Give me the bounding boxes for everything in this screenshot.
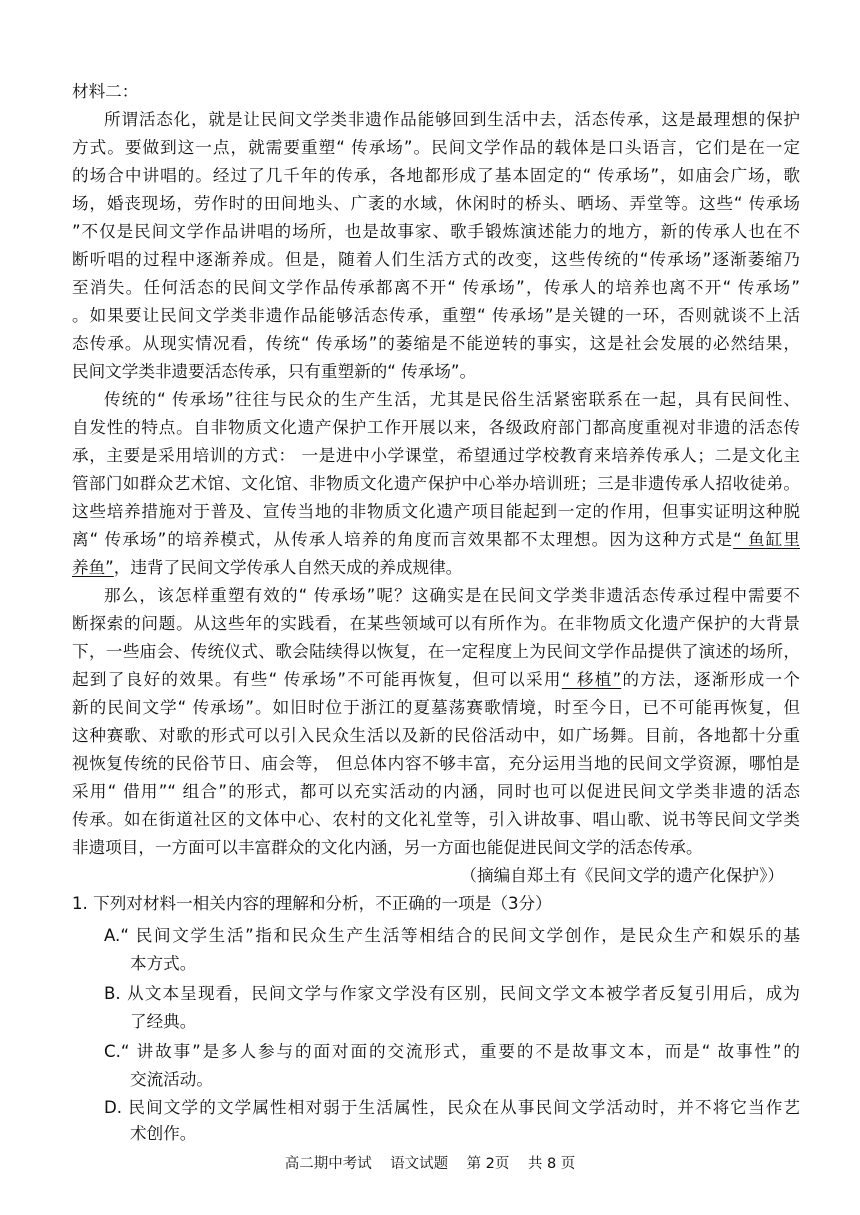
paragraph-1-line: 所谓活态化，就是让民间文学类非遗作品能够回到生活中去，活态传承，这是最理想的保护 xyxy=(104,110,800,129)
page-footer: 高二期中考试 语文试题 第 2页 共 8 页 xyxy=(284,1156,576,1172)
paragraph-2-line: 管部门如群众艺术馆、文化馆、非物质文化遗产保护中心举办培训班；三是非遗传承人招收徒弟。 xyxy=(72,474,800,493)
underlined-phrase: “ 鱼缸里 xyxy=(733,530,801,549)
paragraph-1-line: 的场合中讲唱的。经过了几千年的传承，各地都形成了基本固定的“ 传承场”，如庙会广场，歌 xyxy=(72,166,800,185)
paragraph-3-line: 新的民间文学“ 传承场”。如旧时位于浙江的夏墓荡赛歌情境，时至今日，已不可能再恢复，但 xyxy=(72,698,800,717)
paragraph-2-line xyxy=(72,554,800,582)
paragraph-3-line: 传承。如在街道社区的文体中心、农村的文化礼堂等，引入讲故事、唱山歌、说书等民间文学类 xyxy=(72,810,800,829)
paragraph-1-line: 至消失。任何活态的民间文学作品传承都离不开“ 传承场”，传承人的培养也离不开“ 传承场” xyxy=(72,278,800,297)
paragraph-2-line: 这些培养措施对于普及、宣传当地的非物质文化遗产项目能起到一定的作用，但事实证明这种脱 xyxy=(72,502,800,521)
underlined-phrase: 养鱼” xyxy=(72,558,114,577)
option-c-continued: 交流活动。 xyxy=(130,1070,213,1089)
question-stem: 1. 下列对材料一相关内容的理解和分析，不正确的一项是（3分） xyxy=(72,894,552,913)
paragraph-2-line: 自发性的特点。自非物质文化遗产保护工作开展以来，各级政府部门都高度重视对非遗的活态传 xyxy=(72,418,800,437)
material-title: 材料二： xyxy=(72,82,139,101)
paragraph-3-line: 视恢复传统的民俗节日、庙会等， 但总体内容不够丰富，充分运用当地的民间文学资源，哪怕是 xyxy=(72,754,800,773)
paragraph-3-line: 非遗项目，一方面可以丰富群众的文化内涵，另一方面也能促进民间文学的活态传承。 xyxy=(72,838,703,857)
paragraph-2-line: 承，主要是采用培训的方式： 一是进中小学课堂，希望通过学校教育来培养传承人；二是文化主 xyxy=(72,446,800,465)
paragraph-1-line: 态传承。从现实情况看，传统“ 传承场”的萎缩是不能逆转的事实，这是社会发展的必然结果， xyxy=(72,334,800,353)
paragraph-1-line: 民间文学类非遗要活态传承，只有重塑新的“ 传承场”。 xyxy=(72,362,477,381)
paragraph-1-line: ”不仅是民间文学作品讲唱的场所，也是故事家、歌手锻炼演述能力的地方，新的传承人也在不 xyxy=(72,222,800,241)
paragraph-3-line: 采用“ 借用”“ 组合”的形式，都可以充实活动的内涵，同时也可以促进民间文学类非遗的活态 xyxy=(72,782,800,801)
option-a-continued: 本方式。 xyxy=(130,954,197,973)
paragraph-2-line: 传统的“ 传承场”往往与民众的生产生活，尤其是民俗生活紧密联系在一起，具有民间性、 xyxy=(104,390,800,409)
option-c: C.“ 讲故事”是多人参与的面对面的交流形式，重要的不是故事文本，而是“ 故事性”的 xyxy=(104,1042,800,1061)
paragraph-3-line: 下，一些庙会、传统仪式、歌会陆续得以恢复，在一定程度上为民间文学作品提供了演述的场所， xyxy=(72,642,800,661)
paragraph-1-line: 场，婚丧现场，劳作时的田间地头、广袤的水域，休闲时的桥头、晒场、弄堂等。这些“ 传承场 xyxy=(72,194,800,213)
option-b: B. 从文本呈现看，民间文学与作家文学没有区别，民间文学文本被学者反复引用后，成为 xyxy=(104,984,800,1003)
paragraph-1-line: 断听唱的过程中逐渐养成。但是，随着人们生活方式的改变，这些传统的“传承场”逐渐萎缩乃 xyxy=(72,250,800,269)
option-d: D. 民间文学的文学属性相对弱于生活属性，民众在从事民间文学活动时，并不将它当作艺 xyxy=(104,1098,800,1117)
option-d-continued: 术创作。 xyxy=(130,1124,197,1143)
paragraph-3-line: 断探索的问题。从这些年的实践看，在某些领域可以有所作为。在非物质文化遗产保护的大背景 xyxy=(72,614,800,633)
underlined-phrase: “ 移植” xyxy=(561,670,622,689)
paragraph-3-line xyxy=(72,666,800,694)
paragraph-1-line: 。如果要让民间文学类非遗作品能够活态传承，重塑“ 传承场”是关键的一环，否则就谈不上活 xyxy=(72,306,800,325)
paragraph-2-text: ，违背了民间文学传承人自然天成的养成规律。 xyxy=(113,558,463,577)
paragraph-3-text: 起到了良好的效果。有些“ 传承场”不可能再恢复，但可以采用 xyxy=(72,670,562,689)
paragraph-2-text: 离“ 传承场”的培养模式，从传承人培养的角度而言效果都不太理想。因为这种方式是 xyxy=(72,530,734,549)
paragraph-3-text: 的方法，逐渐形成一个 xyxy=(621,670,801,689)
paragraph-1-line: 方式。要做到这一点，就需要重塑“ 传承场”。民间文学作品的载体是口头语言，它们是在一定 xyxy=(72,138,800,157)
paragraph-3-line: 那么，该怎样重塑有效的“ 传承场”呢？这确实是在民间文学类非遗活态传承过程中需要不 xyxy=(104,586,800,605)
paragraph-2-line xyxy=(72,526,800,554)
source-citation: （摘编自郑土有《民间文学的遗产化保护》） xyxy=(460,866,784,885)
paragraph-3-line: 这种赛歌、对歌的形式可以引入民众生活以及新的民俗活动中，如广场舞。目前，各地都十分重 xyxy=(72,726,800,745)
option-b-continued: 了经典。 xyxy=(130,1012,197,1031)
option-a: A.“ 民间文学生活”指和民众生产生活等相结合的民间文学创作，是民众生产和娱乐的基 xyxy=(104,926,800,945)
